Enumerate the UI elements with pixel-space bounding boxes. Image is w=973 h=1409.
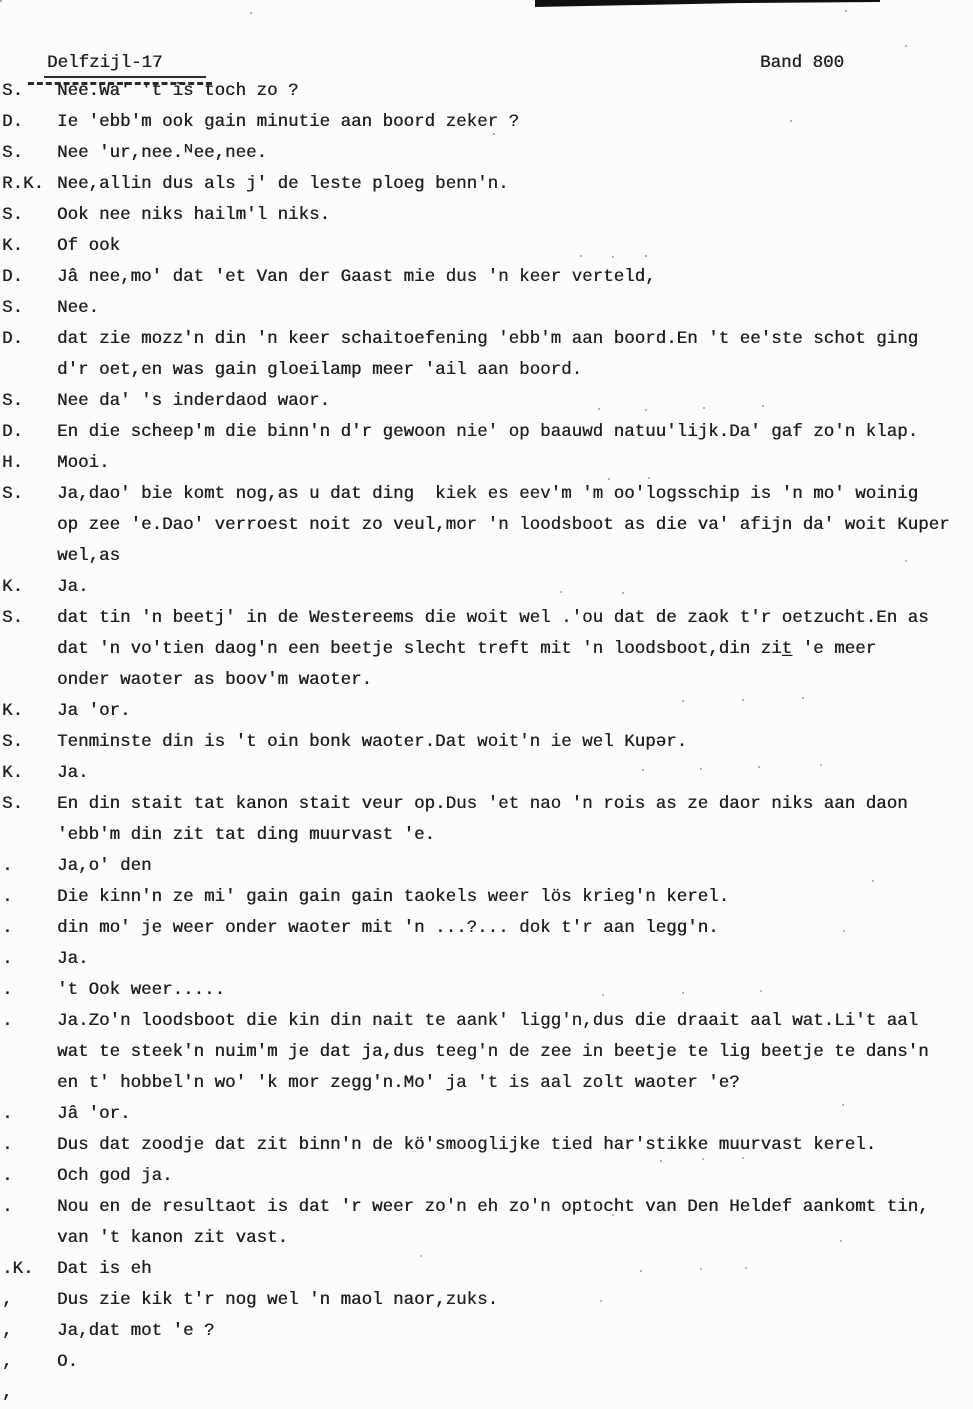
transcript-line (0, 200, 973, 231)
speaker-label: S. (2, 391, 24, 411)
speaker-label: . (2, 980, 13, 1000)
utterance-text: Ja. (57, 763, 89, 783)
utterance-text: Nee.Wa' 't is toch zo ? (57, 81, 299, 101)
utterance-text: Ja,dat mot 'e ? (57, 1321, 215, 1341)
transcript-line (0, 665, 973, 696)
speaker-label (0, 634, 57, 665)
speaker-label: . (2, 1166, 13, 1186)
speaker-label: S. (2, 732, 24, 752)
speaker-label: , (2, 1321, 13, 1341)
speaker-label: S. (2, 298, 24, 318)
transcript-line (0, 882, 973, 913)
speaker-label: R.K. (2, 174, 45, 194)
transcript-line (0, 975, 973, 1006)
utterance-text: wel,as (57, 546, 121, 566)
utterance-text: 'ebb'm din zit tat ding muurvast 'e. (57, 825, 436, 845)
utterance-text: Nee,allin dus als j' de leste ploeg benn'n. (57, 174, 509, 194)
transcript-line (0, 851, 973, 882)
utterance-text: En din stait tat kanon stait veur op.Dus 'et nao 'n rois as ze daor niks aan daon (57, 794, 908, 814)
transcript-line (0, 324, 973, 355)
utterance-text: Of ook (57, 236, 121, 256)
utterance-text: van 't kanon zit vast. (57, 1228, 289, 1248)
speaker-label (0, 820, 57, 851)
utterance-text: En die scheep'm die binn'n d'r gewoon nie' op baauwd natuu'lijk.Da' gaf zo'n klap. (57, 422, 919, 442)
speaker-label: . (2, 1135, 13, 1155)
speaker-label: S. (2, 608, 24, 628)
utterance-text: onder waoter as boov'm waoter. (57, 670, 373, 690)
transcript-line (0, 1161, 973, 1192)
utterance-text: Nee. (57, 298, 100, 318)
utterance-text: Nee da' 's inderdaod waor. (57, 391, 331, 411)
speaker-label (0, 510, 57, 541)
transcript-line (0, 913, 973, 944)
speaker-label: . (2, 856, 13, 876)
speaker-label: , (2, 1383, 13, 1403)
speaker-label (0, 1037, 57, 1068)
transcript-line (0, 107, 973, 138)
speaker-label: D. (2, 112, 24, 132)
transcript (0, 76, 973, 1409)
transcript-line (0, 727, 973, 758)
speaker-label: S. (2, 484, 24, 504)
transcript-line (0, 293, 973, 324)
speaker-label: K. (2, 701, 24, 721)
transcript-line (0, 541, 973, 572)
utterance-text: O. (57, 1352, 79, 1372)
transcript-line (0, 634, 973, 665)
transcript-line (0, 789, 973, 820)
transcript-line (0, 696, 973, 727)
utterance-text: en t' hobbel'n wo' 'k mor zegg'n.Mo' ja 't is aal zolt waoter 'e? (57, 1073, 740, 1093)
transcript-line (0, 1347, 973, 1378)
page-title: Delfzijl-17 (47, 53, 163, 73)
utterance-text: Ja. (57, 949, 89, 969)
utterance-text: op zee 'e.Dao' verroest noit zo veul,mor 'n loodsboot as die va' afijn da' woit Kuper (57, 515, 950, 535)
utterance-text: din mo' je weer onder waoter mit 'n ...?... dok t'r aan legg'n. (57, 918, 719, 938)
utterance-text: dat 'n vo'tien daog'n een beetje slecht treft mit 'n loodsboot,din zit̲ 'e meer (57, 639, 877, 659)
transcript-line (0, 138, 973, 169)
transcript-line (0, 479, 973, 510)
transcript-line (0, 355, 973, 386)
utterance-text: Ja,o' den (57, 856, 152, 876)
speaker-label: K. (2, 577, 24, 597)
utterance-text: dat tin 'n beetj' in de Westereems die woit wel .'ou dat de zaok t'r oetzucht.En as (57, 608, 929, 628)
speaker-label: D. (2, 267, 24, 287)
utterance-text: Die kinn'n ze mi' gain gain gain taokels weer lös krieg'n kerel. (57, 887, 730, 907)
speaker-label: K. (2, 236, 24, 256)
speaker-label: S. (2, 794, 24, 814)
speaker-label: . (2, 1197, 13, 1217)
utterance-text: Jâ 'or. (57, 1104, 131, 1124)
utterance-text: Mooi. (57, 453, 110, 473)
transcript-line (0, 1068, 973, 1099)
transcript-line (0, 1130, 973, 1161)
transcript-line (0, 76, 973, 107)
transcript-line (0, 1285, 973, 1316)
transcript-line (0, 820, 973, 851)
speaker-label: . (2, 918, 13, 938)
band-label: Band 800 (760, 53, 845, 73)
utterance-text: Dat is eh (57, 1259, 152, 1279)
transcript-line (0, 1099, 973, 1130)
speaker-label: D. (2, 329, 24, 349)
utterance-text: Dus dat zoodje dat zit binn'n de kö'smooglijke tied har'stikke muurvast kerel. (57, 1135, 877, 1155)
utterance-text: dat zie mozz'n din 'n keer schaitoefening 'ebb'm aan boord.En 't ee'ste schot ging (57, 329, 919, 349)
transcript-line (0, 1037, 973, 1068)
speaker-label: . (2, 949, 13, 969)
speaker-label: H. (2, 453, 24, 473)
speaker-label: .K. (2, 1259, 34, 1279)
transcript-line (0, 417, 973, 448)
transcript-line (0, 1006, 973, 1037)
utterance-text: Ja,dao' bie komt nog,as u dat ding kiek es eev'm 'm oo'logsschip is 'n mo' woinig (57, 484, 919, 504)
utterance-text: Tenminste din is 't oin bonk waoter.Dat woit'n ie wel Kupər. (57, 732, 688, 752)
speaker-label (0, 1223, 57, 1254)
transcript-line (0, 1254, 973, 1285)
utterance-text: Nee 'ur,nee.ᴺee,nee. (57, 143, 268, 163)
transcript-line (0, 1316, 973, 1347)
utterance-text: d'r oet,en was gain gloeilamp meer 'ail aan boord. (57, 360, 583, 380)
transcript-line (0, 231, 973, 262)
transcript-line (0, 758, 973, 789)
transcript-line (0, 572, 973, 603)
utterance-text: Ja. (57, 577, 89, 597)
transcript-line (0, 1192, 973, 1223)
speaker-label (0, 355, 57, 386)
speaker-label: , (2, 1290, 13, 1310)
speaker-label (0, 541, 57, 572)
speaker-label: S. (2, 143, 24, 163)
utterance-text: 't Ook weer..... (57, 980, 226, 1000)
speaker-label: D. (2, 422, 24, 442)
utterance-text: Ja.Zo'n loodsboot die kin din nait te aank' ligg'n,dus die draait aal wat.Li't aal (57, 1011, 919, 1031)
transcript-line (0, 1223, 973, 1254)
utterance-text: Ja 'or. (57, 701, 131, 721)
speaker-label: . (2, 1104, 13, 1124)
speaker-label (0, 665, 57, 696)
scan-noise-speckles (0, 0, 2, 2)
speaker-label: , (2, 1352, 13, 1372)
transcript-line (0, 262, 973, 293)
transcript-line (0, 448, 973, 479)
scan-artifact-bar (535, 0, 880, 7)
utterance-text: Och god ja. (57, 1166, 173, 1186)
speaker-label (0, 1068, 57, 1099)
utterance-text: wat te steek'n nuim'm je dat ja,dus teeg'n de zee in beetje te lig beetje te dans'n (57, 1042, 929, 1062)
transcript-line (0, 510, 973, 541)
speaker-label: S. (2, 81, 24, 101)
speaker-label: S. (2, 205, 24, 225)
utterance-text: Jâ nee,mo' dat 'et Van der Gaast mie dus 'n keer verteld, (57, 267, 656, 287)
transcript-line (0, 603, 973, 634)
utterance-text: Ie 'ebb'm ook gain minutie aan boord zeker ? (57, 112, 520, 132)
speaker-label: K. (2, 763, 24, 783)
speaker-label: . (2, 1011, 13, 1031)
utterance-text: Ook nee niks hailm'l niks. (57, 205, 331, 225)
utterance-text: Nou en de resultaot is dat 'r weer zo'n eh zo'n optocht van Den Heldef aankomt tin, (57, 1197, 929, 1217)
transcript-line (0, 944, 973, 975)
speaker-label: . (2, 887, 13, 907)
transcript-line (0, 386, 973, 417)
utterance-text: Dus zie kik t'r nog wel 'n maol naor,zuks. (57, 1290, 499, 1310)
transcript-line (0, 169, 973, 200)
